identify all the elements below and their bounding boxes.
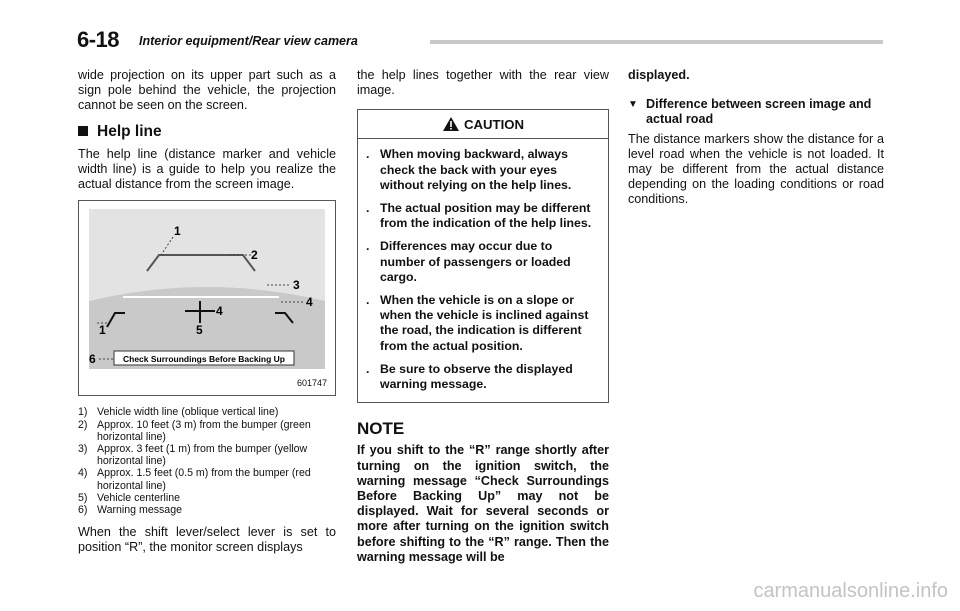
caution-item: . The actual position may be different from the indication of the help lines. bbox=[366, 201, 592, 231]
figure-legend bbox=[78, 406, 336, 516]
caution-item: . When the vehicle is on a slope or when the vehicle is inclined against the road, the indication is different from the actual position. bbox=[366, 293, 589, 353]
callout-6: 6 bbox=[89, 352, 96, 367]
help-line-heading-text: Help line bbox=[97, 122, 162, 140]
callout-1-left: 1 bbox=[99, 323, 106, 338]
continuation-paragraph: the help lines together with the rear view image. bbox=[357, 68, 609, 98]
watermark: carmanualsonline.info bbox=[753, 580, 948, 602]
caution-item: . When moving backward, always check the back with your eyes without relying on the help lines. bbox=[366, 147, 572, 192]
legend-item: 6) Warning message bbox=[78, 504, 182, 517]
help-line-description: The help line (distance marker and vehicle width line) is a guide to help you realize the actual distance from the screen image. bbox=[78, 146, 336, 192]
note-paragraph: If you shift to the “R” range shortly after turning on the ignition switch, the warning message “Check Surroundings Before Backing Up” may not be displayed. Wait for several seconds or more after turning on the ignition switch before shifting to the “R” range. Then the warning message will be bbox=[357, 443, 609, 564]
page-number: 6-18 bbox=[77, 27, 120, 52]
caution-title: CAUTION bbox=[463, 116, 525, 132]
legend-item: 4) Approx. 1.5 feet (0.5 m) from the bumper (red horizontal line) bbox=[78, 467, 311, 492]
camera-screen-illustration bbox=[79, 201, 335, 395]
subheading-text: Difference between screen image and actual road bbox=[646, 97, 872, 127]
callout-5: 5 bbox=[196, 323, 203, 338]
callout-3: 3 bbox=[293, 278, 300, 293]
callout-1-top: 1 bbox=[174, 224, 181, 239]
caution-list bbox=[366, 147, 600, 392]
figure-code: 601747 bbox=[296, 378, 327, 389]
callout-4-center: 4 bbox=[216, 304, 223, 319]
legend-item: 1) Vehicle width line (oblique vertical line) bbox=[78, 406, 279, 419]
caution-item: . Differences may occur due to number of passengers or loaded cargo. bbox=[366, 239, 571, 284]
warning-triangle-icon bbox=[442, 116, 460, 132]
triangle-bullet-icon: ▼ bbox=[628, 99, 638, 111]
help-line-heading bbox=[78, 124, 336, 139]
page-header bbox=[77, 27, 883, 53]
column-1 bbox=[78, 68, 336, 556]
shift-paragraph: When the shift lever/select lever is set to position “R”, the monitor screen displays bbox=[78, 525, 336, 555]
caution-box bbox=[357, 109, 609, 403]
callout-2: 2 bbox=[251, 248, 258, 263]
section-title: Interior equipment/Rear view camera bbox=[139, 34, 358, 48]
column-2 bbox=[357, 68, 609, 565]
distance-paragraph: The distance markers show the distance for a level road when the vehicle is not loaded. It may be different from the actual distance depending on the loading conditions or road conditions. bbox=[628, 131, 884, 207]
caution-item: . Be sure to observe the displayed warning message. bbox=[366, 361, 573, 392]
intro-paragraph: wide projection on its upper part such as a sign pole behind the vehicle, the projection cannot be seen on the screen. bbox=[78, 68, 336, 113]
continuation-text: displayed. bbox=[628, 68, 690, 82]
legend-item: 2) Approx. 10 feet (3 m) from the bumper (green horizontal line) bbox=[78, 418, 311, 443]
callout-4-right: 4 bbox=[306, 295, 313, 310]
column-3 bbox=[628, 68, 884, 208]
subheading bbox=[628, 97, 884, 127]
section-square-icon bbox=[78, 126, 88, 136]
caution-header bbox=[358, 110, 608, 139]
help-line-figure bbox=[78, 200, 336, 396]
legend-item: 5) Vehicle centerline bbox=[78, 491, 181, 504]
legend-item: 3) Approx. 3 feet (1 m) from the bumper (yellow horizontal line) bbox=[78, 443, 308, 468]
header-rule bbox=[430, 40, 883, 44]
note-heading: NOTE bbox=[357, 419, 405, 439]
warning-message-text: Check Surroundings Before Backing Up bbox=[123, 354, 285, 365]
